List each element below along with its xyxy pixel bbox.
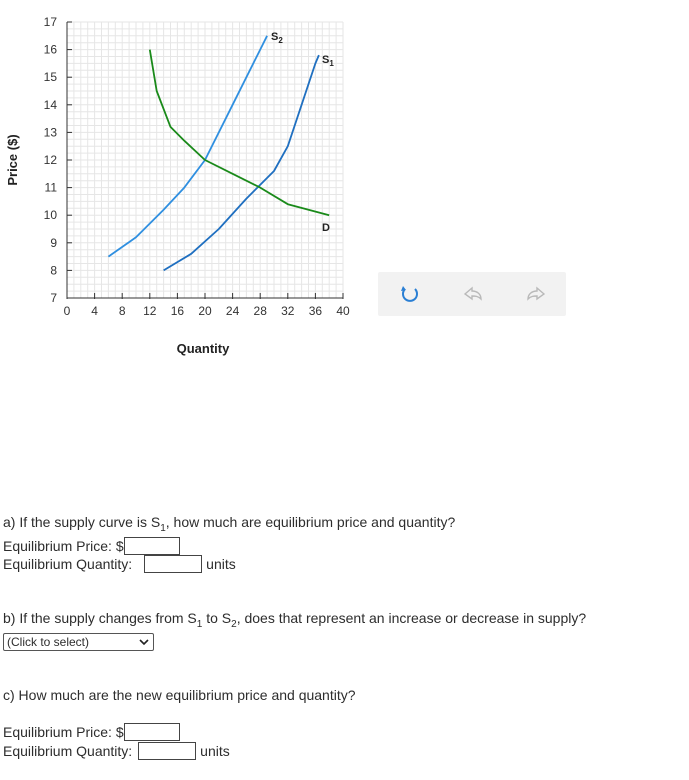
- question-a-suffix: , how much are equilibrium price and quantity?: [165, 514, 456, 530]
- x-tick-label: 24: [225, 304, 240, 318]
- y-tick-label: 11: [44, 180, 57, 195]
- x-tick-label: 8: [118, 304, 126, 318]
- x-tick-label: 12: [143, 304, 157, 318]
- question-a: [3, 514, 455, 534]
- question-c-units: units: [200, 743, 230, 759]
- y-axis-label: Price ($): [5, 134, 20, 186]
- y-tick-label: 7: [50, 291, 57, 305]
- y-tick-label: 12: [43, 153, 57, 167]
- y-tick-label: 16: [43, 42, 57, 57]
- redo-icon[interactable]: [524, 282, 548, 306]
- x-tick-label: 32: [281, 304, 295, 318]
- question-a-qty-label: Equilibrium Quantity:: [3, 556, 133, 572]
- x-tick-label: 20: [198, 304, 212, 318]
- question-b-text2: to S: [202, 610, 232, 626]
- question-b-sub2: 2: [231, 618, 237, 630]
- reset-icon[interactable]: [398, 282, 422, 306]
- question-b-sub1: 1: [196, 618, 203, 630]
- question-a-units: units: [206, 556, 236, 572]
- y-tick-label: 13: [43, 125, 57, 140]
- undo-icon[interactable]: [461, 282, 485, 306]
- question-a-price-label: Equilibrium Price: $: [3, 538, 124, 554]
- question-a-price-row: [3, 537, 180, 555]
- question-a-text: a) If the supply curve is S: [3, 514, 161, 530]
- question-c-price-row: [3, 723, 180, 741]
- question-c-price-input[interactable]: [124, 723, 180, 741]
- x-axis-label: Quantity: [176, 341, 230, 356]
- question-c-qty-input[interactable]: [138, 742, 196, 760]
- label-d: D: [322, 222, 330, 234]
- graph-toolbar: [378, 272, 566, 316]
- x-tick-label: 4: [91, 304, 98, 318]
- label-s2: $S_2$: [271, 31, 283, 45]
- y-tick-label: 8: [50, 263, 57, 278]
- question-c-price-label: Equilibrium Price: $: [3, 724, 124, 740]
- x-tick-label: 28: [253, 304, 267, 318]
- x-tick-label: 0: [63, 304, 71, 318]
- question-a-qty-input[interactable]: [144, 555, 202, 573]
- question-b-select[interactable]: [3, 633, 154, 651]
- question-b: [3, 610, 586, 630]
- question-c: c) How much are the new equilibrium price and quantity?: [3, 687, 356, 703]
- y-tick-label: 10: [43, 208, 57, 223]
- question-c-qty-row: [3, 742, 230, 760]
- question-b-text3: , does that represent an increase or decrease in supply?: [236, 610, 587, 626]
- y-tick-label: 14: [43, 97, 57, 112]
- supply-demand-chart: [0, 0, 689, 370]
- y-tick-label: 9: [50, 235, 57, 250]
- question-b-text: b) If the supply changes from S: [3, 610, 197, 626]
- question-a-price-input[interactable]: [124, 537, 180, 555]
- question-c-qty-label: Equilibrium Quantity:: [3, 743, 133, 759]
- x-tick-label: 16: [170, 304, 185, 318]
- chevron-down-icon: [139, 638, 149, 646]
- label-s1: $S_1$: [322, 54, 334, 68]
- question-a-sub: 1: [160, 522, 166, 534]
- x-tick-label: 36: [308, 304, 323, 318]
- y-tick-label: 15: [43, 70, 57, 85]
- y-tick-label: 17: [43, 15, 57, 29]
- x-tick-label: 40: [336, 304, 350, 318]
- question-a-qty-row: [3, 555, 236, 573]
- question-b-select-value: (Click to select): [7, 635, 90, 649]
